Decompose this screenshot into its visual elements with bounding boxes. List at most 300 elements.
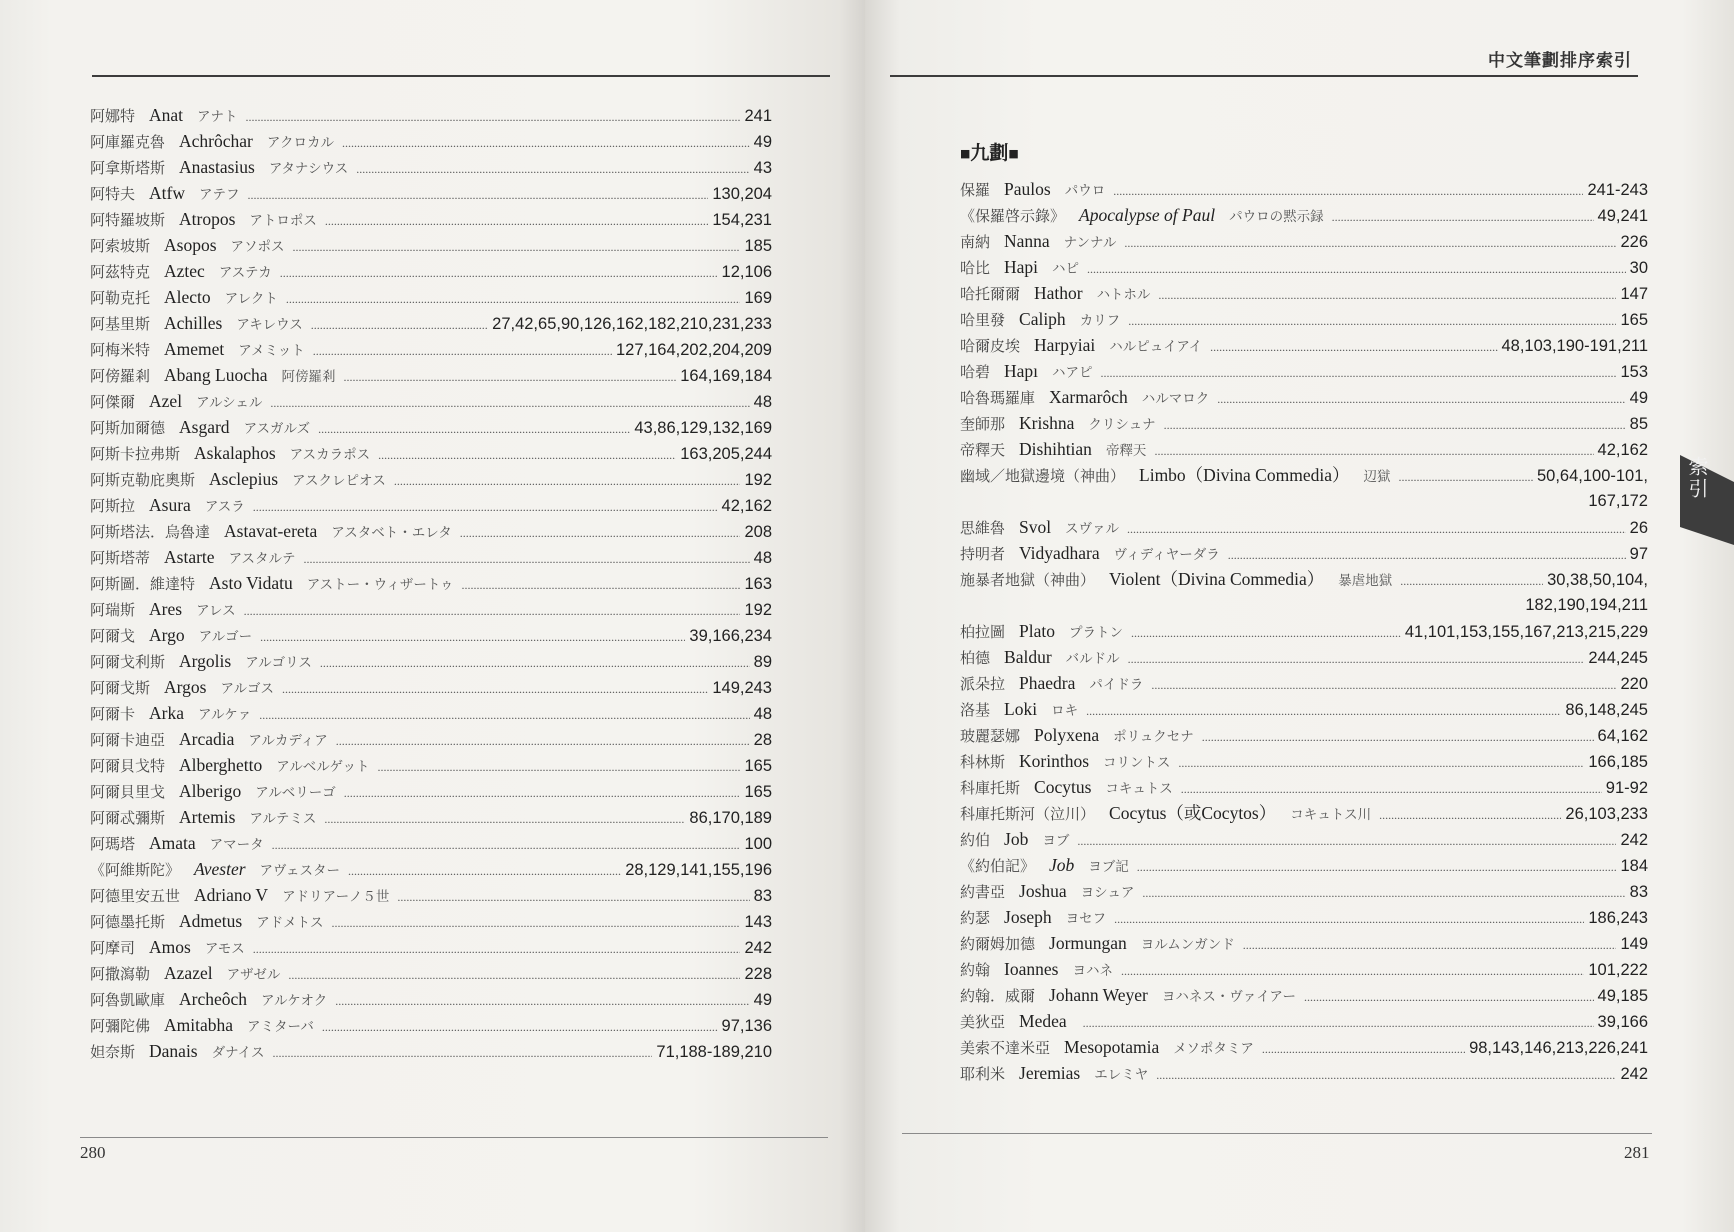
entry-latin-term: Astarte bbox=[164, 547, 215, 567]
entry-japanese-term: アヴェスター bbox=[259, 863, 340, 879]
entry-japanese-term: スヴァル bbox=[1065, 521, 1119, 537]
entry-chinese-term: 約翰 bbox=[960, 961, 991, 979]
entry-latin-term: Amemet bbox=[164, 339, 225, 359]
entry-latin-term: Atropos bbox=[179, 209, 236, 229]
dot-leader bbox=[1217, 385, 1625, 412]
entry-japanese-term: コキュトス川 bbox=[1290, 807, 1372, 823]
entry-page-numbers: 192 bbox=[744, 471, 772, 489]
index-entry bbox=[90, 596, 772, 622]
running-head: 中文筆劃排序索引 bbox=[1488, 51, 1632, 71]
entry-chinese-term: 阿娜特 bbox=[90, 107, 136, 125]
entry-page-numbers: 85 bbox=[1629, 415, 1648, 433]
entry-chinese-term: 阿拿斯塔斯 bbox=[90, 159, 166, 177]
entry-japanese-term: アストー・ウィザートゥ bbox=[306, 577, 454, 593]
dot-leader bbox=[378, 441, 676, 468]
dot-leader bbox=[1164, 411, 1626, 438]
dot-leader bbox=[397, 883, 749, 910]
entry-japanese-term: アドメトス bbox=[256, 915, 324, 931]
entry-page-numbers: 97 bbox=[1629, 545, 1648, 563]
section-heading-text: 九劃 bbox=[970, 142, 1009, 164]
index-entry bbox=[90, 180, 772, 206]
entry-chinese-term: 美索不達米亞 bbox=[960, 1039, 1051, 1057]
dot-leader bbox=[1121, 957, 1584, 984]
entry-chinese-term: 《阿維斯陀》 bbox=[90, 861, 181, 879]
index-entry bbox=[960, 384, 1648, 410]
entry-japanese-term: アスタベト・エレタ bbox=[331, 525, 452, 541]
index-entry bbox=[90, 830, 772, 856]
dot-leader bbox=[247, 181, 708, 208]
entry-latin-term: Asura bbox=[149, 495, 191, 515]
entry-page-numbers: 101,222 bbox=[1588, 961, 1648, 979]
entry-japanese-term: ヨハネス・ヴァイアー bbox=[1161, 989, 1296, 1005]
entry-latin-term: Amata bbox=[149, 833, 196, 853]
entry-latin-term: Plato bbox=[1019, 621, 1055, 641]
entry-chinese-term: 阿斯加爾德 bbox=[90, 419, 166, 437]
entry-page-numbers: 166,185 bbox=[1588, 753, 1648, 771]
entry-page-numbers: 43 bbox=[753, 159, 772, 177]
entry-chinese-term: 約翰．威爾 bbox=[960, 987, 1036, 1005]
dot-leader bbox=[1114, 905, 1584, 932]
entry-page-numbers: 91-92 bbox=[1605, 779, 1648, 797]
entry-page-numbers: 71,188-189,210 bbox=[656, 1043, 772, 1061]
entry-page-numbers: 12,106 bbox=[721, 263, 772, 281]
entry-chinese-term: 耶利米 bbox=[960, 1065, 1006, 1083]
entry-japanese-term: 帝釋天 bbox=[1105, 443, 1147, 459]
entry-page-numbers: 241-243 bbox=[1587, 181, 1648, 199]
right-page-number: 281 bbox=[1624, 1143, 1650, 1162]
entry-chinese-term: 哈比 bbox=[960, 259, 991, 277]
index-entry bbox=[90, 856, 772, 882]
entry-chinese-term: 《約伯記》 bbox=[960, 857, 1036, 875]
dot-leader bbox=[1137, 853, 1617, 880]
index-entry bbox=[960, 202, 1648, 228]
entry-japanese-term: コキュトス bbox=[1105, 781, 1173, 797]
entry-japanese-term: ヴィディヤーダラ bbox=[1113, 547, 1220, 563]
index-entry bbox=[90, 440, 772, 466]
entry-latin-term: Polyxena bbox=[1034, 725, 1100, 745]
entry-japanese-term: アミターバ bbox=[247, 1019, 314, 1035]
entry-page-numbers-continued: 167,172 bbox=[1588, 492, 1648, 510]
entry-chinese-term: 阿梅米特 bbox=[90, 341, 151, 359]
index-entry bbox=[90, 570, 772, 596]
entry-chinese-term: 持明者 bbox=[960, 545, 1006, 563]
entry-chinese-term: 阿瑞斯 bbox=[90, 601, 136, 619]
index-entry bbox=[960, 566, 1648, 592]
entry-chinese-term: 阿傑爾 bbox=[90, 393, 136, 411]
entry-chinese-term: 阿爾戈 bbox=[90, 627, 136, 645]
dot-leader bbox=[1181, 775, 1602, 802]
index-entry bbox=[90, 232, 772, 258]
index-entry bbox=[960, 618, 1648, 644]
entry-latin-term: Job bbox=[1004, 829, 1029, 849]
entry-page-numbers: 41,101,153,155,167,213,215,229 bbox=[1404, 623, 1648, 641]
index-entry bbox=[90, 518, 772, 544]
dot-leader bbox=[322, 1013, 718, 1040]
dot-leader bbox=[344, 779, 741, 806]
dot-leader bbox=[311, 311, 488, 338]
entry-latin-term: Arcadia bbox=[179, 729, 235, 749]
dot-leader bbox=[282, 675, 708, 702]
index-entry bbox=[90, 492, 772, 518]
entry-page-numbers: 64,162 bbox=[1597, 727, 1648, 745]
entry-page-numbers: 83 bbox=[1629, 883, 1648, 901]
dot-leader bbox=[273, 1039, 653, 1066]
entry-japanese-term: ヨブ記 bbox=[1088, 859, 1129, 875]
dot-leader bbox=[1332, 203, 1594, 230]
index-entry bbox=[960, 956, 1648, 982]
entry-chinese-term: 阿爾卡 bbox=[90, 705, 136, 723]
dot-leader bbox=[344, 363, 677, 390]
entry-page-numbers: 147 bbox=[1620, 285, 1648, 303]
entry-latin-term: Loki bbox=[1004, 699, 1038, 719]
entry-latin-term: Xarmarôch bbox=[1049, 387, 1128, 407]
entry-japanese-term: カリフ bbox=[1079, 313, 1121, 329]
index-entry bbox=[90, 362, 772, 388]
entry-japanese-term: クリシュナ bbox=[1088, 417, 1156, 433]
entry-japanese-term: アモス bbox=[204, 941, 245, 957]
dot-leader bbox=[325, 207, 708, 234]
entry-japanese-term: アルケァ bbox=[198, 707, 252, 723]
entry-chinese-term: 阿特羅坡斯 bbox=[90, 211, 166, 229]
entry-page-numbers: 98,143,146,213,226,241 bbox=[1469, 1039, 1648, 1057]
dot-leader bbox=[460, 519, 741, 546]
entry-japanese-term: ヨハネ bbox=[1072, 963, 1113, 979]
entry-latin-term: Cocytus（或Cocytos） bbox=[1109, 803, 1277, 823]
entry-japanese-term: アスクレピオス bbox=[292, 473, 386, 489]
entry-japanese-term: 阿傍羅剎 bbox=[281, 369, 336, 385]
entry-page-numbers: 39,166,234 bbox=[689, 627, 772, 645]
dot-leader bbox=[280, 259, 718, 286]
index-entry bbox=[90, 934, 772, 960]
entry-latin-term: Hapi bbox=[1004, 257, 1039, 277]
entry-japanese-term: アソポス bbox=[230, 239, 285, 255]
entry-latin-term: Archeôch bbox=[179, 989, 248, 1009]
index-entry bbox=[960, 930, 1648, 956]
index-entry bbox=[90, 1038, 772, 1064]
entry-japanese-term: メソポタミア bbox=[1173, 1041, 1254, 1057]
entry-latin-term: Jormungan bbox=[1049, 933, 1127, 953]
dot-leader bbox=[1158, 281, 1616, 308]
entry-chinese-term: 阿瑪塔 bbox=[90, 835, 136, 853]
dot-leader bbox=[320, 649, 750, 676]
entry-page-numbers: 49 bbox=[753, 991, 772, 1009]
entry-latin-term: Astavat-ereta bbox=[224, 521, 318, 541]
entry-page-numbers: 228 bbox=[744, 965, 772, 983]
index-entry bbox=[90, 388, 772, 414]
entry-japanese-term: ハピ bbox=[1052, 261, 1080, 277]
entry-latin-term: Alberghetto bbox=[179, 755, 263, 775]
left-top-rule bbox=[92, 75, 830, 77]
dot-leader bbox=[293, 233, 741, 260]
entry-latin-term: Artemis bbox=[179, 807, 236, 827]
dot-leader bbox=[246, 103, 741, 130]
entry-latin-term: Caliph bbox=[1019, 309, 1066, 329]
entry-japanese-term: アスラ bbox=[204, 499, 245, 515]
entry-chinese-term: 阿斯塔法．烏魯達 bbox=[90, 523, 211, 541]
index-entry bbox=[960, 514, 1648, 540]
index-entry bbox=[90, 258, 772, 284]
index-entry bbox=[90, 960, 772, 986]
dot-leader bbox=[1128, 645, 1585, 672]
index-entry bbox=[960, 826, 1648, 852]
entry-latin-term: Asclepius bbox=[209, 469, 279, 489]
entry-chinese-term: 科庫托斯 bbox=[960, 779, 1021, 797]
dot-leader bbox=[377, 753, 740, 780]
entry-latin-term: Nanna bbox=[1004, 231, 1050, 251]
entry-page-numbers: 130,204 bbox=[712, 185, 772, 203]
entry-page-numbers: 165 bbox=[1620, 311, 1648, 329]
entry-chinese-term: 阿爾忒彌斯 bbox=[90, 809, 166, 827]
entry-page-numbers: 163 bbox=[744, 575, 772, 593]
entry-chinese-term: 妲奈斯 bbox=[90, 1043, 136, 1061]
entry-latin-term: Job bbox=[1049, 855, 1075, 875]
entry-page-numbers: 49,185 bbox=[1597, 987, 1648, 1005]
index-entry bbox=[90, 804, 772, 830]
dot-leader bbox=[1202, 723, 1594, 750]
entry-latin-term: Alberigo bbox=[179, 781, 242, 801]
entry-japanese-term: アルテミス bbox=[249, 811, 317, 827]
dot-leader bbox=[1083, 1009, 1594, 1036]
dot-leader bbox=[1101, 359, 1617, 386]
entry-chinese-term: 約爾姆加德 bbox=[960, 935, 1036, 953]
index-entry bbox=[90, 206, 772, 232]
entry-chinese-term: 阿爾卡迪亞 bbox=[90, 731, 166, 749]
dot-leader bbox=[1131, 619, 1401, 646]
index-entry bbox=[960, 306, 1648, 332]
entry-japanese-term: アマータ bbox=[209, 837, 264, 853]
entry-page-numbers: 86,148,245 bbox=[1565, 701, 1648, 719]
index-entry bbox=[90, 908, 772, 934]
dot-leader bbox=[342, 129, 750, 156]
entry-chinese-term: 阿斯克勒庇奧斯 bbox=[90, 471, 196, 489]
entry-latin-term: Jeremias bbox=[1019, 1063, 1081, 1083]
index-entry bbox=[90, 674, 772, 700]
dot-leader bbox=[324, 805, 685, 832]
dot-leader bbox=[318, 415, 630, 442]
entry-page-numbers-continued: 182,190,194,211 bbox=[1525, 596, 1648, 614]
entry-page-numbers: 127,164,202,204,209 bbox=[616, 341, 772, 359]
entry-page-numbers: 163,205,244 bbox=[680, 445, 772, 463]
entry-japanese-term: アナト bbox=[197, 109, 238, 125]
index-entry bbox=[960, 228, 1648, 254]
index-entry bbox=[960, 1060, 1648, 1086]
entry-page-numbers: 49,241 bbox=[1597, 207, 1648, 225]
dot-leader bbox=[1127, 515, 1626, 542]
entry-chinese-term: 哈碧 bbox=[960, 363, 991, 381]
entry-chinese-term: 思維魯 bbox=[960, 519, 1006, 537]
entry-page-numbers: 28 bbox=[753, 731, 772, 749]
entry-chinese-term: 阿茲特克 bbox=[90, 263, 151, 281]
index-entry bbox=[90, 648, 772, 674]
entry-japanese-term: ヨセフ bbox=[1065, 911, 1107, 927]
entry-chinese-term: 哈托爾爾 bbox=[960, 285, 1021, 303]
entry-page-numbers: 244,245 bbox=[1588, 649, 1648, 667]
entry-chinese-term: 約書亞 bbox=[960, 883, 1006, 901]
entry-latin-term: Argos bbox=[164, 677, 207, 697]
entry-japanese-term: コリントス bbox=[1103, 755, 1171, 771]
entry-japanese-term: プラトン bbox=[1069, 625, 1123, 641]
dot-leader bbox=[1379, 801, 1561, 828]
entry-latin-term: Medea bbox=[1019, 1011, 1067, 1031]
entry-chinese-term: 南納 bbox=[960, 233, 991, 251]
dot-leader bbox=[1304, 983, 1594, 1010]
entry-page-numbers: 30,38,50,104, bbox=[1547, 571, 1648, 589]
entry-japanese-term: ヨシュア bbox=[1080, 885, 1135, 901]
dot-leader bbox=[1086, 697, 1561, 724]
entry-page-numbers: 100 bbox=[744, 835, 772, 853]
entry-latin-term: Dishihtian bbox=[1019, 439, 1092, 459]
entry-japanese-term: ポリュクセナ bbox=[1113, 729, 1194, 745]
entry-chinese-term: 阿摩司 bbox=[90, 939, 136, 957]
dot-leader bbox=[260, 623, 685, 650]
entry-chinese-term: 阿爾貝戈特 bbox=[90, 757, 166, 775]
entry-chinese-term: 阿爾戈斯 bbox=[90, 679, 151, 697]
index-entry bbox=[960, 982, 1648, 1008]
index-entry bbox=[960, 410, 1648, 436]
entry-page-numbers: 149,243 bbox=[712, 679, 772, 697]
index-entry bbox=[90, 310, 772, 336]
entry-latin-term: Mesopotamia bbox=[1064, 1037, 1160, 1057]
dot-leader bbox=[1077, 827, 1616, 854]
dot-leader bbox=[253, 493, 718, 520]
entry-japanese-term: アルゴリス bbox=[245, 655, 312, 671]
entry-latin-term: Amitabha bbox=[164, 1015, 234, 1035]
entry-japanese-term: アスカラポス bbox=[289, 447, 371, 463]
entry-chinese-term: 哈魯瑪羅庫 bbox=[960, 389, 1036, 407]
index-entry bbox=[960, 670, 1648, 696]
entry-japanese-term: アルベルゲット bbox=[276, 759, 370, 775]
dot-leader bbox=[304, 545, 750, 572]
entry-latin-term: Apocalypse of Paul bbox=[1079, 205, 1216, 225]
index-entry bbox=[90, 882, 772, 908]
index-entry-continuation bbox=[960, 592, 1648, 618]
entry-japanese-term: ヨブ bbox=[1042, 833, 1070, 849]
entry-japanese-term: アレス bbox=[196, 603, 236, 619]
entry-page-numbers: 48 bbox=[753, 549, 772, 567]
index-entry bbox=[960, 644, 1648, 670]
entry-japanese-term: アルゴー bbox=[198, 629, 253, 645]
entry-chinese-term: 阿傍羅剎 bbox=[90, 367, 151, 385]
entry-chinese-term: 阿德墨托斯 bbox=[90, 913, 166, 931]
entry-page-numbers: 26,103,233 bbox=[1565, 805, 1648, 823]
entry-japanese-term: アルカディア bbox=[248, 733, 328, 749]
entry-latin-term: Arka bbox=[149, 703, 184, 723]
dot-leader bbox=[1178, 749, 1584, 776]
index-entry bbox=[960, 774, 1648, 800]
entry-chinese-term: 科庫托斯河（泣川） bbox=[960, 805, 1096, 823]
entry-latin-term: Baldur bbox=[1004, 647, 1052, 667]
entry-latin-term: Askalaphos bbox=[194, 443, 276, 463]
index-entry bbox=[960, 852, 1648, 878]
entry-chinese-term: 哈爾皮埃 bbox=[960, 337, 1021, 355]
entry-page-numbers: 185 bbox=[744, 237, 772, 255]
index-entry bbox=[90, 284, 772, 310]
index-entry bbox=[960, 436, 1648, 462]
entry-japanese-term: アルゴス bbox=[220, 681, 274, 697]
entry-page-numbers: 50,64,100-101, bbox=[1536, 467, 1648, 485]
entry-page-numbers: 48 bbox=[753, 705, 772, 723]
entry-latin-term: Paulos bbox=[1004, 179, 1051, 199]
entry-chinese-term: 阿勒克托 bbox=[90, 289, 151, 307]
dot-leader bbox=[348, 857, 621, 884]
index-entry bbox=[90, 544, 772, 570]
dot-leader bbox=[1151, 671, 1616, 698]
entry-japanese-term: アメミット bbox=[238, 343, 305, 359]
entry-chinese-term: 約伯 bbox=[960, 831, 991, 849]
index-entry bbox=[90, 414, 772, 440]
entry-japanese-term: パウロの黙示録 bbox=[1229, 209, 1324, 225]
entry-page-numbers: 164,169,184 bbox=[680, 367, 772, 385]
entry-japanese-term: ハルピュイアイ bbox=[1109, 339, 1203, 355]
dot-leader bbox=[336, 727, 750, 754]
entry-japanese-term: アテフ bbox=[198, 187, 240, 203]
entry-japanese-term: ハトホル bbox=[1096, 287, 1151, 303]
entry-page-numbers: 143 bbox=[744, 913, 772, 931]
dot-leader bbox=[1142, 879, 1625, 906]
entry-chinese-term: 阿索坡斯 bbox=[90, 237, 151, 255]
entry-chinese-term: 阿庫羅克魯 bbox=[90, 133, 166, 151]
index-entry bbox=[960, 462, 1648, 488]
entry-page-numbers: 242 bbox=[744, 939, 772, 957]
index-entry bbox=[960, 904, 1648, 930]
entry-latin-term: Limbo（Divina Commedia） bbox=[1139, 465, 1350, 485]
entry-page-numbers: 27,42,65,90,126,162,182,210,231,233 bbox=[492, 315, 772, 333]
dot-leader bbox=[270, 389, 749, 416]
entry-latin-term: Harpyiai bbox=[1034, 335, 1096, 355]
entry-page-numbers: 26 bbox=[1629, 519, 1648, 537]
index-entry bbox=[90, 986, 772, 1012]
entry-chinese-term: 阿彌陀佛 bbox=[90, 1017, 151, 1035]
entry-chinese-term: 阿德里安五世 bbox=[90, 887, 181, 905]
index-entry bbox=[960, 176, 1648, 202]
entry-latin-term: Danais bbox=[149, 1041, 198, 1061]
index-entry bbox=[960, 280, 1648, 306]
entry-japanese-term: ヨルムンガンド bbox=[1140, 937, 1235, 953]
entry-chinese-term: 《保羅啓示錄》 bbox=[960, 207, 1066, 225]
entry-chinese-term: 阿特夫 bbox=[90, 185, 136, 203]
left-index-list bbox=[90, 102, 772, 1064]
entry-latin-term: Phaedra bbox=[1019, 673, 1076, 693]
entry-page-numbers: 226 bbox=[1620, 233, 1648, 251]
entry-japanese-term: ダナイス bbox=[211, 1045, 265, 1061]
entry-latin-term: Atfw bbox=[149, 183, 185, 203]
dot-leader bbox=[394, 467, 741, 494]
entry-japanese-term: アルベリーゴ bbox=[255, 785, 336, 801]
entry-latin-term: Achilles bbox=[164, 313, 223, 333]
entry-japanese-term: 辺獄 bbox=[1363, 469, 1391, 485]
entry-chinese-term: 阿魯凱歐庫 bbox=[90, 991, 166, 1009]
dot-leader bbox=[1087, 255, 1626, 282]
entry-latin-term: Johann Weyer bbox=[1049, 985, 1148, 1005]
entry-latin-term: Adriano V bbox=[194, 885, 269, 905]
entry-chinese-term: 哈里發 bbox=[960, 311, 1006, 329]
entry-chinese-term: 帝釋天 bbox=[960, 441, 1006, 459]
dot-leader bbox=[356, 155, 749, 182]
entry-latin-term: Joshua bbox=[1019, 881, 1067, 901]
entry-japanese-term: ナンナル bbox=[1063, 235, 1117, 251]
index-entry bbox=[960, 540, 1648, 566]
entry-japanese-term: ハルマロク bbox=[1141, 391, 1210, 407]
entry-latin-term: Krishna bbox=[1019, 413, 1075, 433]
entry-page-numbers: 97,136 bbox=[721, 1017, 772, 1035]
entry-japanese-term: アクロカル bbox=[266, 135, 334, 151]
entry-japanese-term: ロキ bbox=[1051, 703, 1079, 719]
entry-latin-term: Azel bbox=[149, 391, 183, 411]
index-entry bbox=[90, 102, 772, 128]
entry-latin-term: Asto Vidatu bbox=[209, 573, 293, 593]
entry-page-numbers: 242 bbox=[1620, 1065, 1648, 1083]
entry-latin-term: Asopos bbox=[164, 235, 217, 255]
